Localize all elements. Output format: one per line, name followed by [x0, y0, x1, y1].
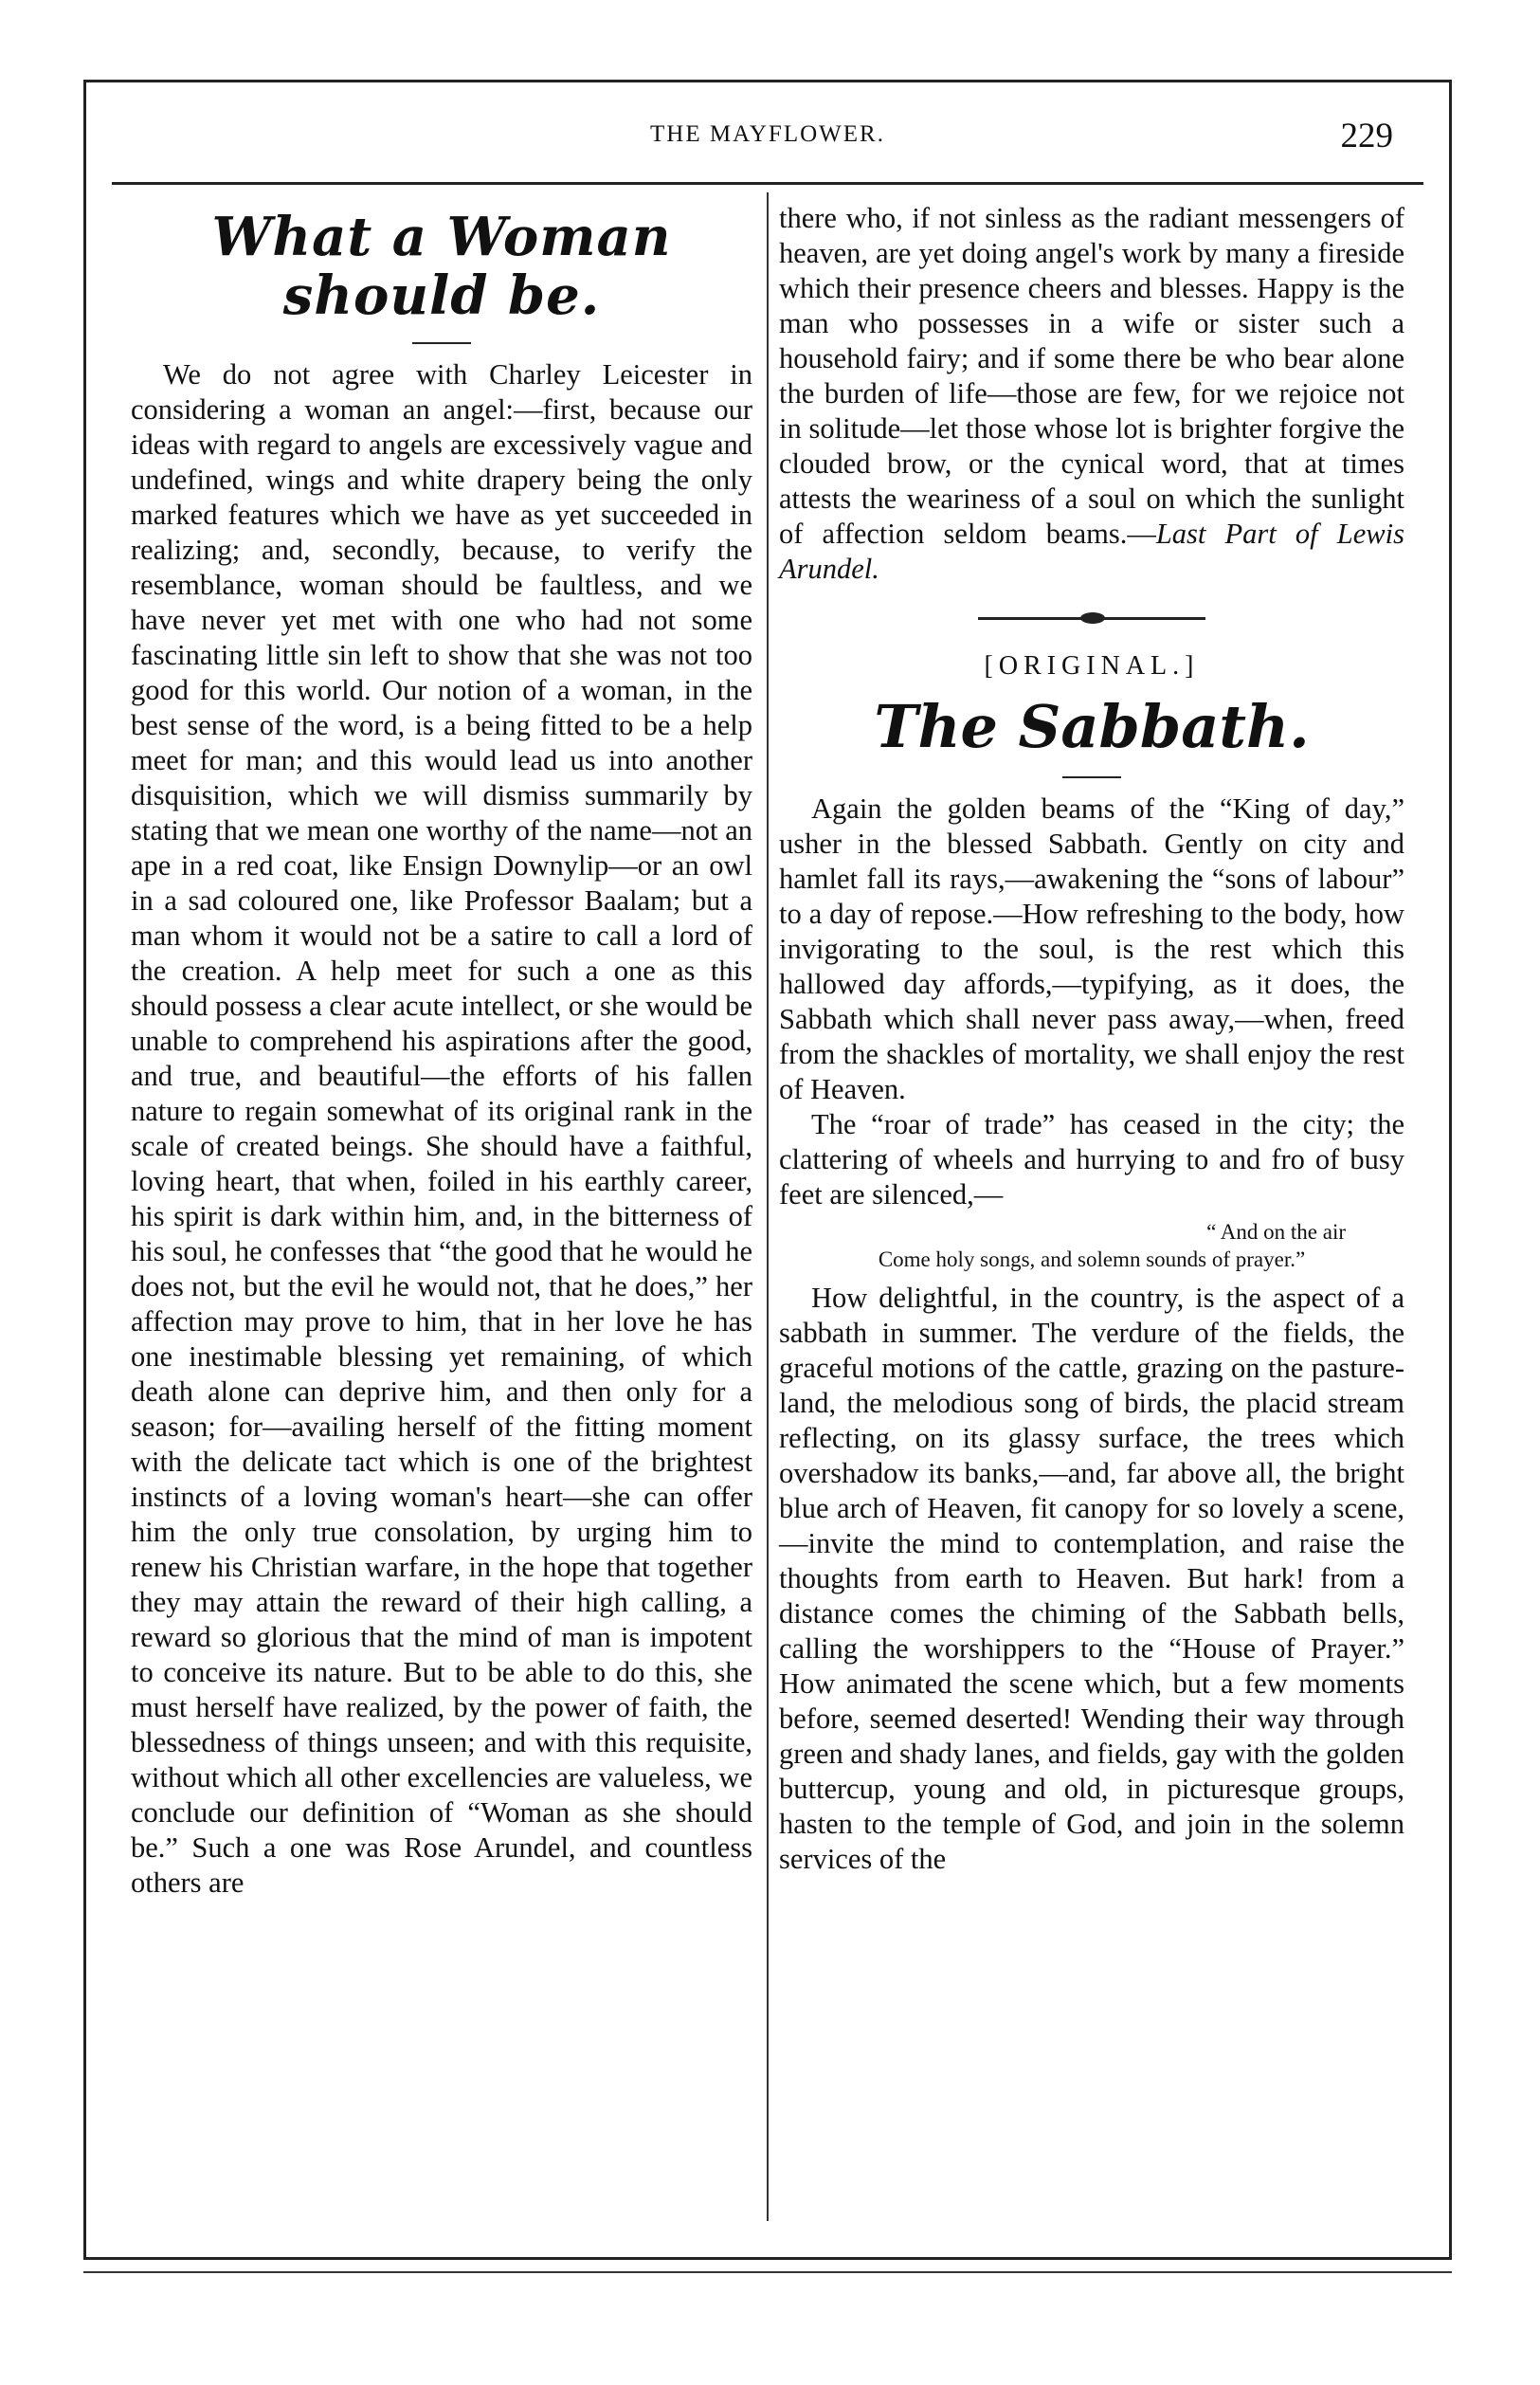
bottom-rule — [83, 2271, 1452, 2273]
verse-line: Come holy songs, and solemn sounds of prayer.” — [878, 1247, 1306, 1272]
running-head — [123, 116, 1412, 161]
section-label: [ORIGINAL.] — [984, 651, 1200, 681]
right-column — [779, 201, 1404, 1877]
continued-paragraph — [779, 201, 1404, 587]
header-rule — [112, 182, 1423, 185]
source-citation: Last Part of Lewis Arundel. — [779, 518, 1404, 585]
ornament-divider — [978, 611, 1205, 625]
sabbath-paragraph-1: Again the golden beams of the “King of day,” usher in the blessed Sabbath. Gently on city and hamlet fall its rays,—awakening the “sons of labour” to a day of repose.—How refreshing to the body, how invigorating to the soul, is the rest which this hallowed day affords,—typifying, as it does, the Sabbath which shall never pass away,—when, freed from the shackles of mortality, we shall enjoy the rest of Heaven. — [779, 792, 1404, 1106]
title-rule — [412, 342, 471, 344]
sabbath-paragraph-2: The “roar of trade” has ceased in the city; the clattering of wheels and hurrying to and fro of busy feet are silenced,— — [779, 1108, 1404, 1211]
verse-quote — [779, 1218, 1404, 1273]
verse-line: “ And on the air — [1206, 1220, 1346, 1245]
left-column — [131, 201, 752, 1901]
article-paragraph: We do not agree with Charley Leicester in considering a woman an angel:—first, because our ideas with regard to angels are excessively vague and undefined, wings and white drapery being the only marked features which we have as yet succeeded in realizing; and, secondly, because, to verify the resemblance, woman should be faultless, and we have never yet met with one who had not some fascinating little sin left to show that she was not too good for this world. Our notion of a woman, in the best sense of the word, is a being fitted to be a help meet for man; and this would lead us into another disquisition, which we will dismiss summarily by stating that we mean one worthy of the name—not an ape in a red coat, like Ensign Downylip—or an owl in a sad coloured one, like Professor Baalam; but a man whom it would not be a satire to call a lord of the creation. A help meet for such a one as this should possess a clear acute intellect, or she would be unable to comprehend his aspirations after the good, and true, and beautiful—the efforts of his fallen nature to regain somewhat of its original rank in the scale of created beings. She should have a faithful, loving heart, that when, foiled in his earthly career, his spirit is dark within him, and, in the bitterness of his soul, he confesses that “the good that he would he does not, but the evil he would not, that he does,” her affection may prove to him, that in her love he has one inestimable blessing yet remaining, of which death alone can deprive him, and then only for a season; for—availing herself of the fitting moment with the delicate tact which is one of the brightest instincts of a loving woman's heart—she can offer him the only true consolation, by urging him to renew his Christian warfare, in the hope that together they may attain the reward of their high calling, a reward so glorious that the mind of man is impotent to conceive its nature. But to be able to do this, she must herself have realized, by the power of faith, the blessedness of things unseen; and with this requisite, without which all other excellencies are valueless, we conclude our definition of “Woman as she should be.” Such a one was Rose Arundel, and countless others are — [131, 358, 752, 1900]
column-divider — [767, 192, 769, 2221]
page-number: 229 — [1340, 117, 1393, 155]
running-title: THE MAYFLOWER. — [650, 121, 885, 147]
article-title-sabbath: The Sabbath. — [874, 692, 1310, 761]
title-rule — [1062, 776, 1121, 778]
article-title-woman: What a Woman should be. — [211, 206, 672, 327]
sabbath-paragraph-3: How delightful, in the country, is the aspect of a sabbath in summer. The verdure of the fields, the graceful motions of the cattle, grazing on the pasture-land, the melodious song of birds, the placid stream reflecting, on its glassy surface, the trees which overshadow its banks,—and, far above all, the bright blue arch of Heaven, fit canopy for so lovely a scene,—invite the mind to contemplation, and raise the thoughts from earth to Heaven. But hark! from a distance comes the chiming of the Sabbath bells, calling the worshippers to the “House of Prayer.” How animated the scene which, but a few moments before, seemed deserted! Wending their way through green and shady lanes, and fields, gay with the golden buttercup, young and old, in picturesque groups, hasten to the temple of God, and join in the solemn services of the — [779, 1282, 1404, 1876]
continued-text: there who, if not sinless as the radiant messengers of heaven, are yet doing angel's work by many a fireside which their presence cheers and blesses. Happy is the man who possesses in a wife or sister such a household fairy; and if some there be who bear alone the burden of life—those are few, for we rejoice not in solitude—let those whose lot is brighter forgive the clouded brow, or the cynical word, that at times attests the weariness of a soul on which the sunlight of affection seldom beams.— — [779, 202, 1404, 550]
